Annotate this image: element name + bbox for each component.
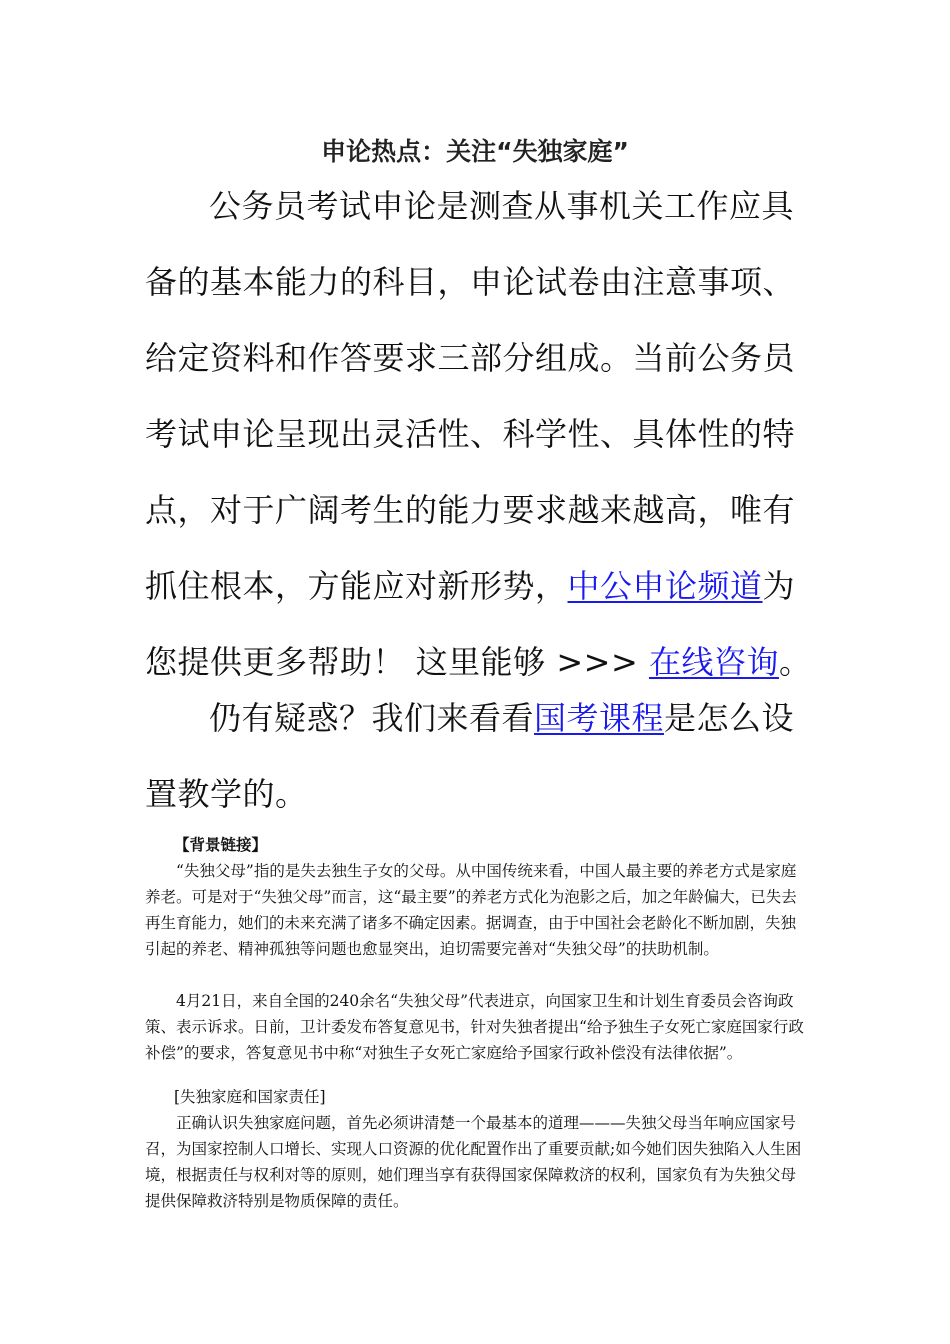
family-section-paragraph: 正确认识失独家庭问题，首先必须讲清楚一个最基本的道理———失独父母当年响应国家号召，为国家控制人口增长、实现人口资源的优化配置作出了重要贡献;如今她们因失独陷入人生困境，根据责任与权利对等的原则，她们理当享有获得国家保障救济的权利，国家负有为失独父母提供保障救济特别是物质保障的责任。 xyxy=(145,1114,802,1210)
background-paragraph-1: “失独父母”指的是失去独生子女的父母。从中国传统来看，中国人最主要的养老方式是家庭养老。可是对于“失独父母”而言，这“最主要”的养老方式化为泡影之后，加之年龄偏大，已失去再生育能力，她们的未来充满了诸多不确定因素。据调查，由于中国社会老龄化不断加剧，失独引起的养老、精神孤独等问题也愈显突出，迫切需要完善对“失独父母”的扶助机制。 xyxy=(145,862,797,958)
shenlun-channel-link[interactable]: 中公申论频道 xyxy=(567,567,763,605)
guokao-course-link[interactable]: 国考课程 xyxy=(534,699,665,737)
intro-text-middle: 为您提供更多帮助！ 这里能够 >>> xyxy=(145,567,796,681)
intro-paragraph xyxy=(145,168,815,700)
question-text: 仍有疑惑？我们来看看 xyxy=(209,699,535,737)
intro-text: 公务员考试申论是测查从事机关工作应具备的基本能力的科目，申论试卷由注意事项、给定资料和作答要求三部分组成。当前公务员考试申论呈现出灵活性、科学性、具体性的特点，对于广阔考生的能力要求越来越高，唯有抓住根本，方能应对新形势， xyxy=(145,187,796,605)
background-heading: 【背景链接】 xyxy=(174,835,268,854)
page-title: 申论热点：关注“失独家庭” xyxy=(321,137,629,166)
question-text-end: 是怎么设置教学的。 xyxy=(145,699,795,813)
intro-text-end: 。 xyxy=(778,643,812,681)
background-paragraph-2: 4月21日，来自全国的240余名“失独父母”代表进京，向国家卫生和计划生育委员会咨询政策、表示诉求。日前，卫计委发布答复意见书，针对失独者提出“给予独生子女死亡家庭国家行政补偿”的要求，答复意见书中称“对独生子女死亡家庭给予国家行政补偿没有法律依据”。 xyxy=(145,992,804,1062)
family-section-heading: [失独家庭和国家责任] xyxy=(174,1088,326,1106)
online-consult-link[interactable]: 在线咨询 xyxy=(648,643,779,681)
question-paragraph xyxy=(145,680,815,832)
